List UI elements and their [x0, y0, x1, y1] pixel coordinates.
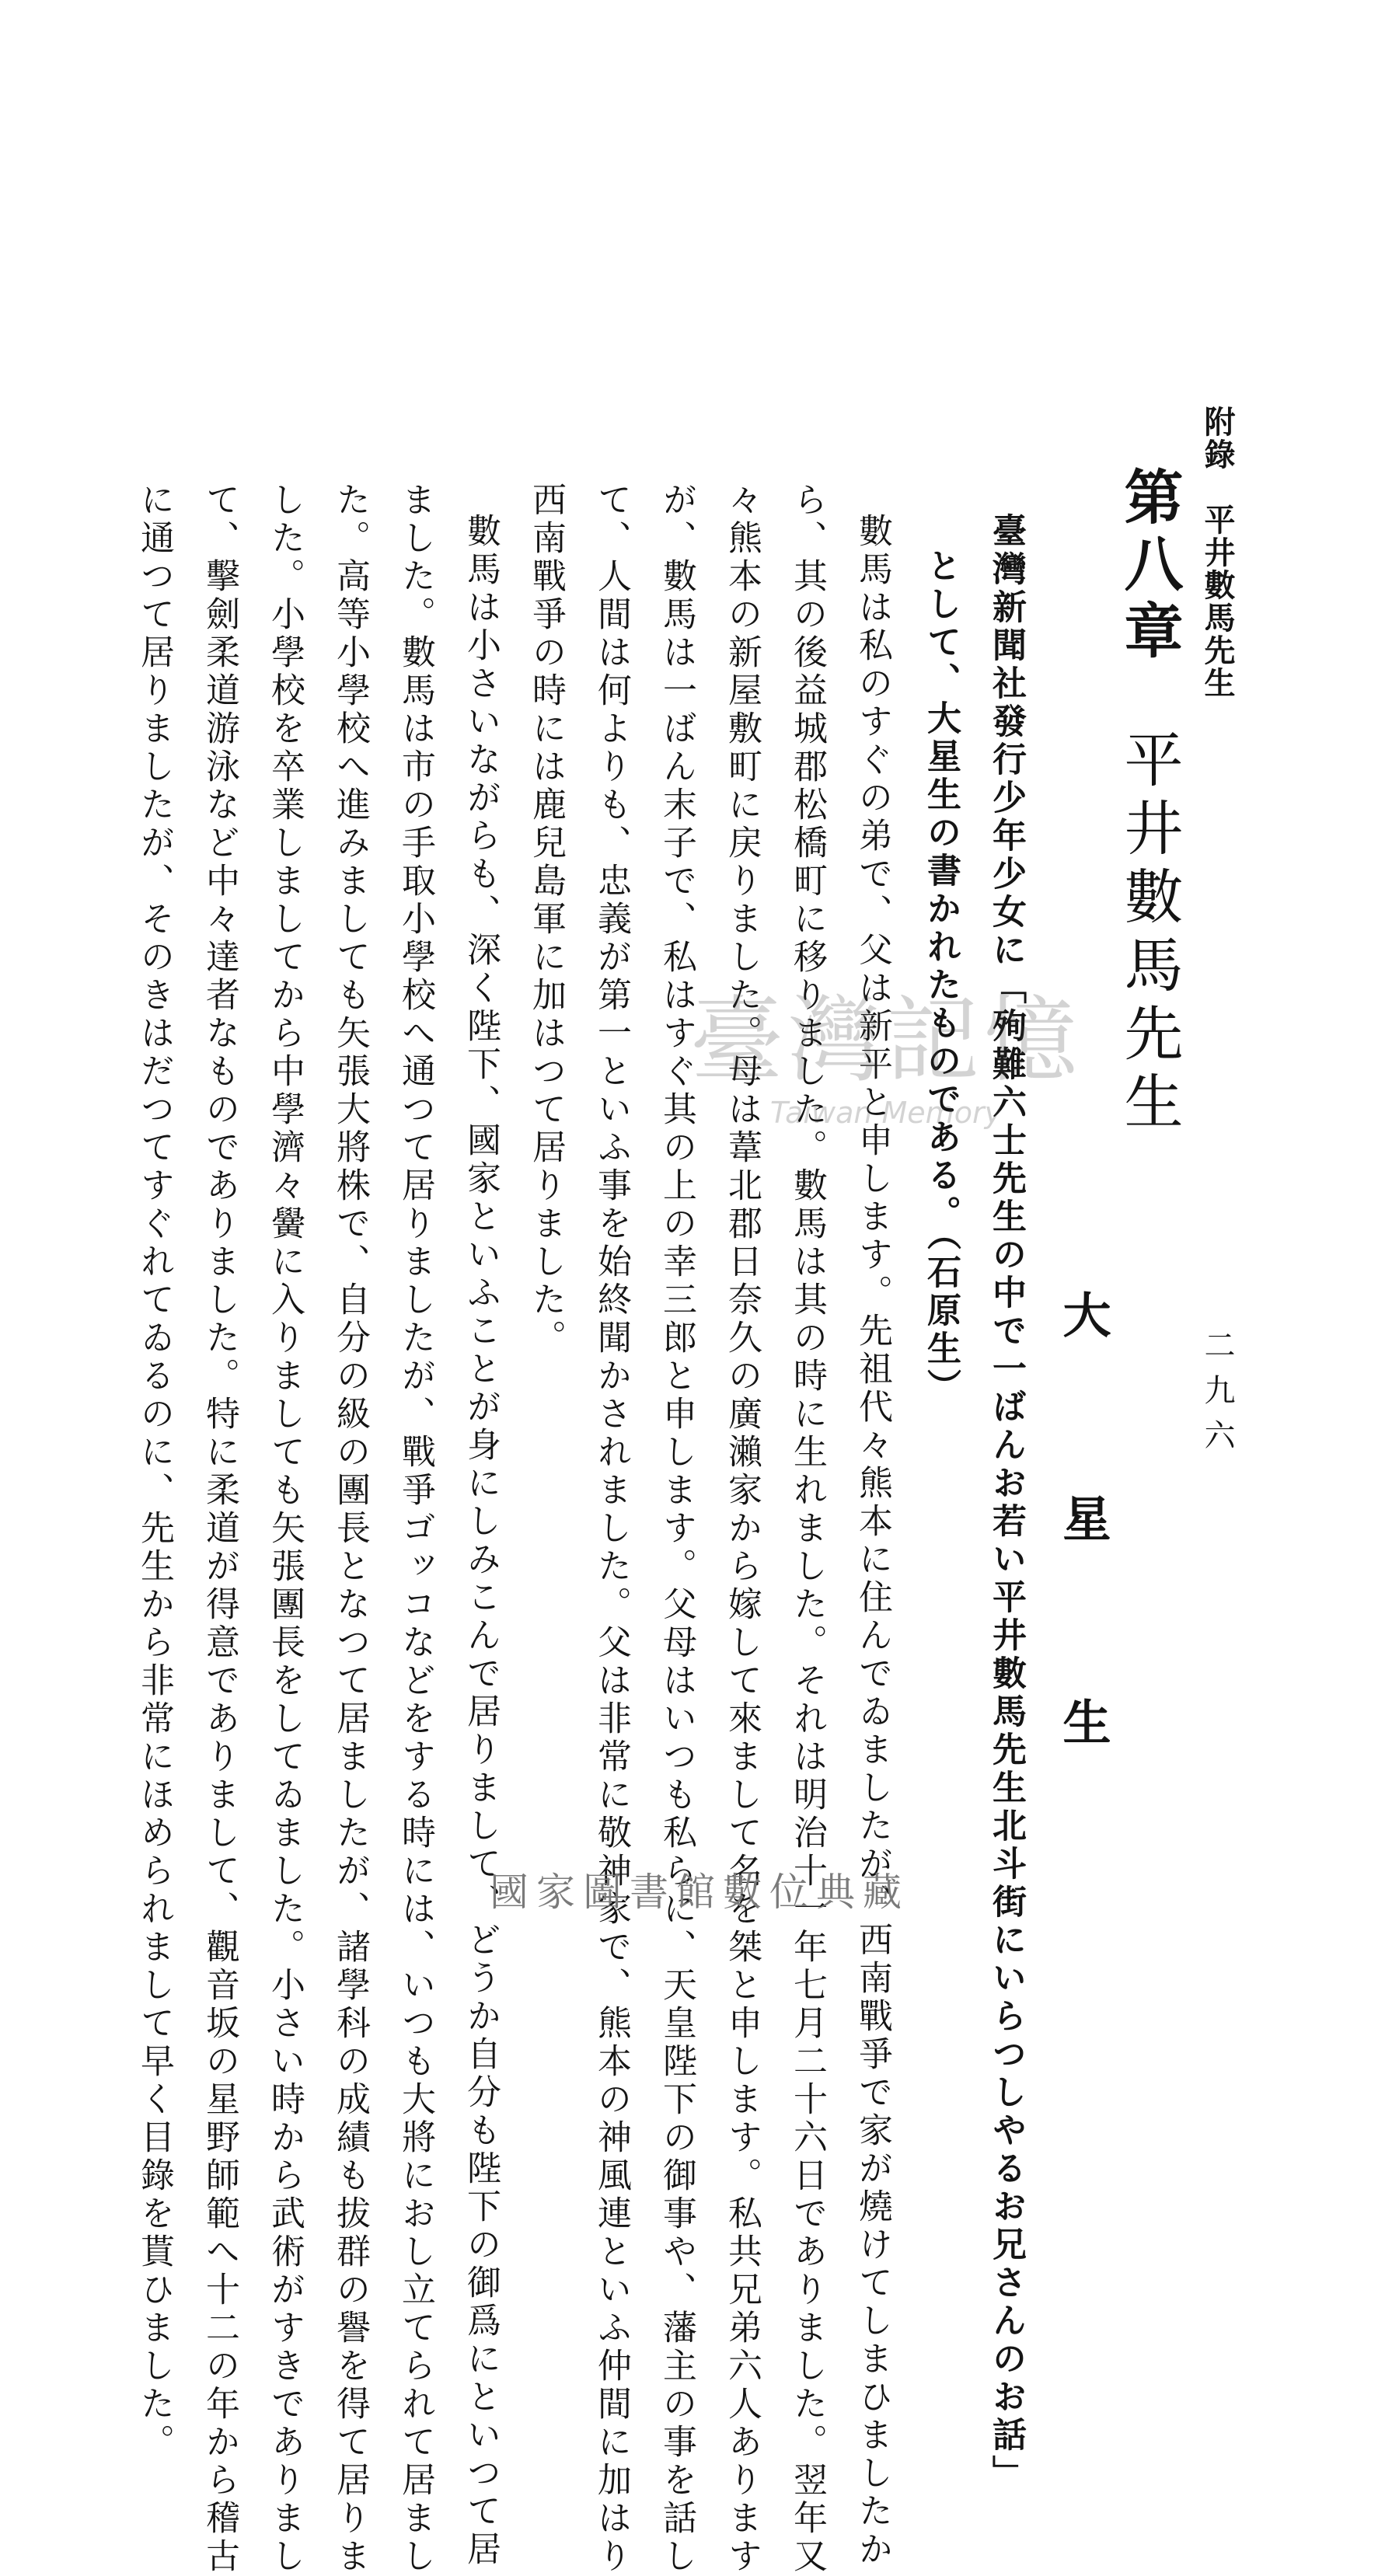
chapter-heading [1115, 466, 1184, 1139]
body-line: て、人間は何よりも、忠義が第一といふ事を始終聞かされました。父は非常に敬神家で、熊本の神風連といふ仲間に加はり [591, 482, 631, 2576]
body-line: ました。數馬は市の手取小學校へ通つて居りましたが、戰爭ゴッコなどをする時には、いつも大將におし立てられて居まし [396, 482, 435, 2576]
body-line: が、數馬は一ばん末子で、私はすぐ其の上の幸三郎と申します。父母はいつも私らに、天皇陛下の御事や、藩主の事を話し [657, 482, 696, 2576]
body-line: 數馬は私のすぐの弟で、父は新平と申します。先祖代々熊本に住んでゐましたが、西南戰爭で家が燒けてしまひましたか [853, 513, 892, 2569]
taiwan-memory-watermark [684, 987, 1088, 1166]
body-line: た。高等小學校へ進みましても矢張大將株で、自分の級の團長となつて居ましたが、諸學科の成績も拔群の譽を得て居りま [330, 482, 370, 2576]
chapter-number: 第八章 [1115, 466, 1184, 667]
page-number: 二九六 [1199, 1329, 1235, 1464]
running-header: 附錄 平井數馬先生 [1199, 406, 1236, 699]
body-line: 西南戰爭の時には鹿兒島軍に加はつて居りました。 [526, 482, 566, 1358]
body-line: ら、其の後益城郡松橋町に移りました。數馬は其の時に生れました。それは明治十一年七月二十六日でありました。翌年又 [787, 482, 827, 2576]
archive-footer: 國家圖書館數位典藏 [490, 1870, 909, 1915]
body-line: て、擊劍柔道游泳など中々達者なものでありました。特に柔道が得意でありまして、觀音坂の星野師範へ十二の年から稽古 [200, 482, 239, 2576]
body-line: に通つて居りましたが、そのきはだつてすぐれてゐるのに、先生から非常にほめられまして早く目錄を貰ひました。 [134, 482, 174, 2462]
body-line: 々熊本の新屋敷町に戻りました。母は葦北郡日奈久の廣瀨家から嫁して來まして名を桀と申します。私共兄弟六人あります [722, 482, 762, 2576]
watermark-logo: 臺灣記憶 [690, 987, 1082, 1095]
body-line: した。小學校を卒業しましてから中學濟々黌に入りましても矢張團長をしてゐました。小さい時から武術がすきでありまし [265, 482, 305, 2576]
chapter-title: 平井數馬先生 [1115, 729, 1184, 1139]
intro-note-line-2: として、大星生の書かれたものである。（石原生） [921, 548, 961, 1407]
author-byline: 大星生 [1055, 1290, 1111, 1901]
body-line: 數馬は小さいながらも、深く陛下、國家といふことが身にしみこんで居りまして、どうか自分も陛下の御爲にといつて居 [461, 513, 501, 2569]
intro-note-line-1: 臺灣新聞社發行少年少女に「殉難六士先生の中で一ばんお若い平井數馬先生北斗街にいらつしやるお兄さんのお話」 [986, 513, 1026, 2493]
watermark-english: Taiwan Memory [769, 1096, 1003, 1130]
